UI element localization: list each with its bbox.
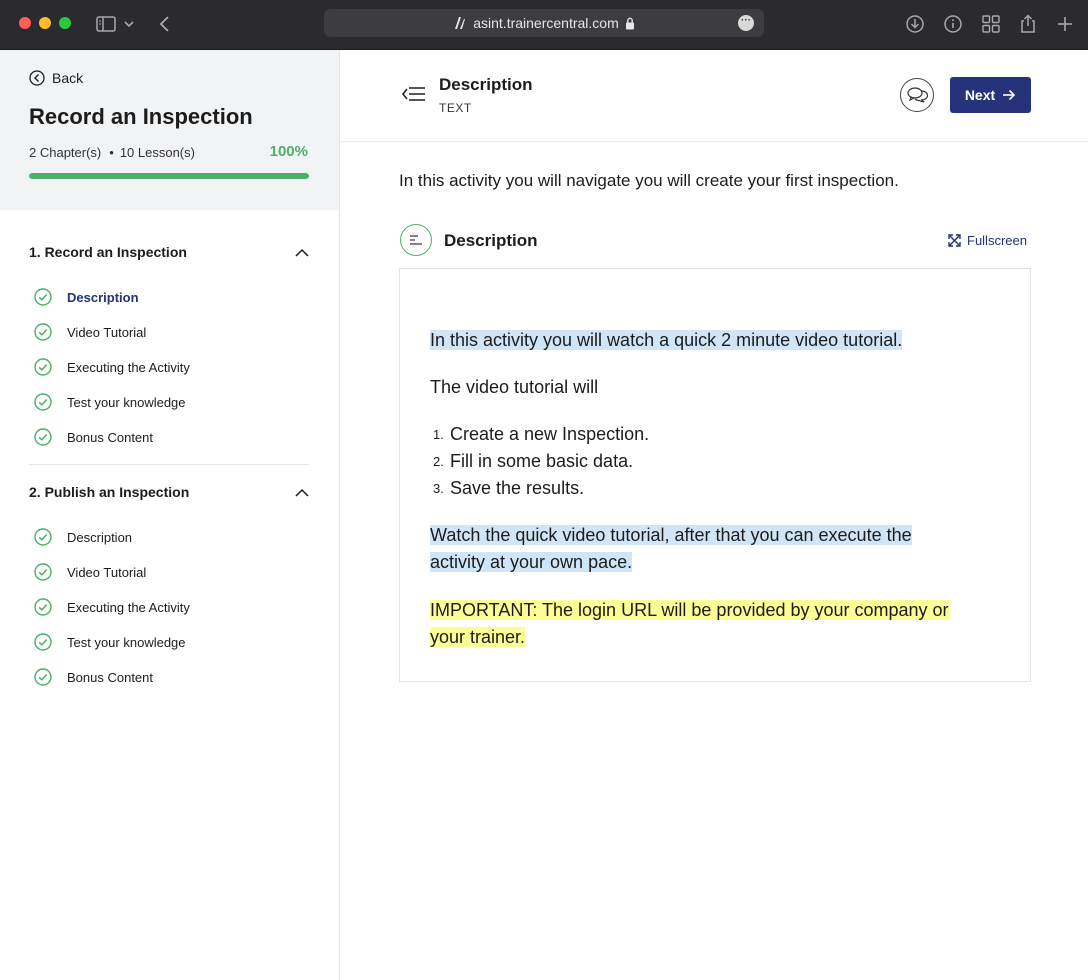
highlighted-text: Watch the quick video tutorial, after that you can execute the [430, 525, 912, 545]
address-bar[interactable] [324, 9, 764, 37]
check-circle-icon [34, 598, 52, 616]
list-text: Save the results. [450, 478, 585, 498]
browser-back-icon[interactable] [153, 12, 177, 36]
check-circle-icon [34, 323, 52, 341]
course-meta [29, 145, 195, 160]
next-label: Next [964, 87, 996, 103]
lesson-content-box [399, 268, 1031, 682]
lesson-label: Test your knowledge [67, 634, 186, 650]
course-header [0, 50, 339, 210]
highlighted-text: activity at your own pace. [430, 552, 633, 572]
highlighted-text: your trainer. [430, 627, 526, 647]
lesson-item-description[interactable] [34, 287, 139, 307]
chevron-up-icon[interactable] [295, 248, 309, 257]
lesson-item-test-knowledge[interactable] [34, 632, 186, 652]
content-important-note [430, 597, 949, 651]
progress-bar [29, 173, 309, 179]
check-circle-icon [34, 633, 52, 651]
list-number: 1. [433, 427, 444, 442]
text-section-icon [400, 224, 432, 256]
list-number: 2. [433, 454, 444, 469]
lesson-label: Bonus Content [67, 669, 154, 685]
lesson-item-test-knowledge[interactable] [34, 392, 186, 412]
browser-toolbar [0, 0, 1088, 50]
next-button[interactable] [950, 77, 1031, 113]
progress-bar-fill [29, 173, 309, 179]
lesson-label: Test your knowledge [67, 394, 186, 410]
lesson-item-executing-activity[interactable] [34, 597, 190, 617]
lesson-item-bonus-content[interactable] [34, 667, 153, 687]
check-circle-icon [34, 288, 52, 306]
content-paragraph-1 [430, 327, 902, 354]
highlighted-text: In this activity you will watch a quick 2 minute video tutorial. [430, 330, 903, 350]
lesson-label: Video Tutorial [67, 564, 147, 580]
fullscreen-button[interactable] [948, 233, 1027, 248]
highlighted-text: IMPORTANT: The login URL will be provided by your company or [430, 600, 949, 620]
chevron-up-icon[interactable] [295, 488, 309, 497]
site-favicon-icon [453, 16, 467, 30]
close-window-button[interactable] [19, 17, 31, 29]
list-text: Create a new Inspection. [450, 424, 650, 444]
course-title: Record an Inspection [29, 104, 253, 129]
check-circle-icon [34, 668, 52, 686]
chapter-2-title: 2. Publish an Inspection [29, 484, 190, 500]
lesson-label: Executing the Activity [67, 599, 190, 615]
collapse-menu-icon[interactable] [401, 83, 427, 105]
lesson-item-executing-activity[interactable] [34, 357, 190, 377]
back-button[interactable] [29, 70, 83, 86]
maximize-window-button[interactable] [59, 17, 71, 29]
chapter-1-header[interactable] [29, 241, 309, 263]
lesson-label: Description [67, 289, 139, 305]
lesson-item-video-tutorial[interactable] [34, 322, 146, 342]
list-number: 3. [433, 481, 444, 496]
check-circle-icon [34, 393, 52, 411]
discussion-button[interactable] [900, 78, 934, 112]
list-text: Fill in some basic data. [450, 451, 634, 471]
list-item [430, 448, 633, 475]
check-circle-icon [34, 563, 52, 581]
downloads-icon[interactable] [903, 12, 927, 36]
meta-separator: • [109, 145, 114, 160]
check-circle-icon [34, 528, 52, 546]
list-item [430, 421, 649, 448]
lesson-intro-text: In this activity you will navigate you will create your first inspection. [399, 171, 899, 190]
fullscreen-label: Fullscreen [967, 233, 1027, 248]
chapter-1-title: 1. Record an Inspection [29, 244, 187, 260]
lesson-topbar [341, 50, 1088, 142]
lesson-type: TEXT [439, 101, 472, 115]
lesson-label: Video Tutorial [67, 324, 147, 340]
url-text: asint.trainercentral.com [473, 15, 619, 31]
lesson-label: Description [67, 529, 133, 545]
more-options-icon[interactable]: ··· [738, 15, 754, 31]
expand-icon [948, 234, 961, 247]
check-circle-icon [34, 428, 52, 446]
lessons-count: 10 Lesson(s) [119, 145, 195, 160]
lesson-item-bonus-content[interactable] [34, 427, 153, 447]
progress-percent: 100% [269, 143, 308, 160]
lesson-label: Executing the Activity [67, 359, 190, 375]
lesson-title: Description [439, 75, 533, 94]
tab-overview-icon[interactable] [979, 12, 1003, 36]
course-sidebar [0, 50, 340, 980]
share-icon[interactable] [1016, 12, 1040, 36]
list-item [430, 475, 584, 502]
info-icon[interactable] [941, 12, 965, 36]
content-paragraph-2: The video tutorial will [430, 377, 599, 397]
chapter-2-header[interactable] [29, 481, 309, 503]
chapter-divider [29, 464, 309, 465]
chat-bubbles-icon [906, 86, 928, 104]
lock-icon [625, 17, 635, 30]
new-tab-icon[interactable] [1053, 12, 1077, 36]
section-title: Description [444, 231, 538, 250]
content-paragraph-3 [430, 522, 912, 576]
back-arrow-icon [29, 70, 45, 86]
chevron-down-icon[interactable] [122, 12, 136, 36]
lesson-item-video-tutorial[interactable] [34, 562, 146, 582]
chapters-count: 2 Chapter(s) [29, 145, 102, 160]
arrow-right-icon [1002, 89, 1016, 101]
minimize-window-button[interactable] [39, 17, 51, 29]
lesson-label: Bonus Content [67, 429, 154, 445]
lesson-item-description[interactable] [34, 527, 132, 547]
sidebar-toggle-icon[interactable] [94, 12, 118, 36]
check-circle-icon [34, 358, 52, 376]
back-label: Back [52, 70, 84, 86]
